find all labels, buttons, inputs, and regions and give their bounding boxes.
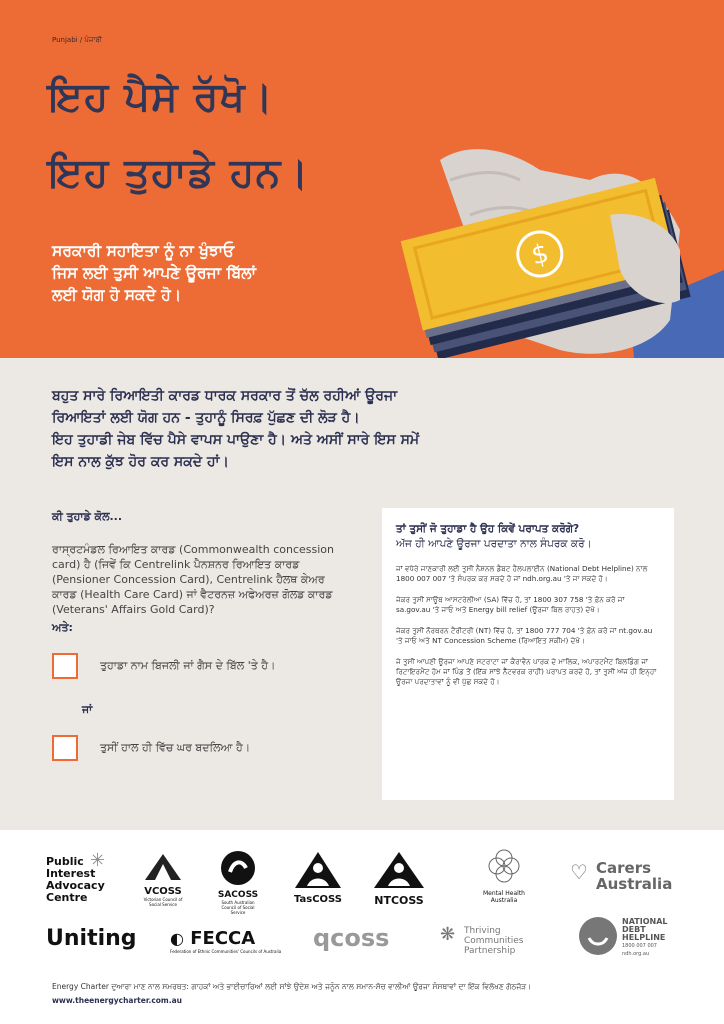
eligibility-section: [52, 510, 352, 761]
fecca-icon: ◐: [170, 929, 184, 948]
checkbox-row: [52, 735, 352, 761]
panel-paragraph: ਜੇ ਤੁਸੀਂ ਆਪਣੀ ਊਰਜਾ ਆਪਣੇ ਸਟਰਾਟਾ ਜਾਂ ਕੈਰਾਵੈਨ ਪਾਰਕ ਦੇ ਮਾਲਿਕ, ਅਪਾਰਟਮੈਂਟ ਬਿਲਡਿੰਗ ਜਾਂ ਰਿਟਾਇਰਮੈਂਟ ਹੋਮ ਜਾਂ ਪਿੰਡ ਤੋਂ (ਇੱਕ ਸਾਂਝੇ ਨੈੱਟਵਰਕ ਰਾਹੀਂ) ਪਰਾਪਤ ਕਰਦੇ ਹੋ, ਤਾਂ ਤੁਸੀਂ ਅੱਜ ਹੀ ਇਨ੍ਹਾਂ ਊਰਜਾ ਪਰਦਾਤਾਵਾਂ ਨੂੰ ਵੀ ਪੁੱਛ ਸਕਦੇ ਹੋ।: [396, 657, 657, 686]
checkbox-label: ਤੁਹਾਡਾ ਨਾਮ ਬਿਜਲੀ ਜਾਂ ਗੈਸ ਦੇ ਬਿੱਲ 'ਤੇ ਹੈ।: [100, 659, 276, 672]
panel-subheading: ਅੱਜ ਹੀ ਆਪਣੇ ਊਰਜਾ ਪਰਦਾਤਾ ਨਾਲ ਸੰਪਰਕ ਕਰੋ।: [396, 538, 592, 550]
uniting-logo: Uniting: [46, 926, 137, 951]
checkbox-bill-name[interactable]: [52, 653, 78, 679]
panel-paragraph: ਜਾਂ ਵਧੇਰੇ ਜਾਣਕਾਰੀ ਲਈ ਤੁਸੀਂ ਨੈਸ਼ਨਲ ਡੈਬਟ ਹੈਲਪਲਾਈਨ (National Debt Helpline) ਨਾਲ 1800 007 007 'ਤੇ ਸੰਪਰਕ ਕਰ ਸਕਦੇ ਹੋ ਜਾਂ ndh.org.au 'ਤੇ ਜਾ ਸਕਦੇ ਹੋ।: [396, 564, 648, 583]
checkbox-moved-house[interactable]: [52, 735, 78, 761]
sacoss-logo: SACOSS South Australian Council of Social Service: [216, 850, 260, 915]
subtitle-line: ਜਿਸ ਲਈ ਤੁਸੀ ਆਪਣੇ ਊਰਜਾ ਬਿੱਲਾਂ: [52, 264, 257, 282]
intro-line: ਬਹੁਤ ਸਾਰੇ ਰਿਆਇਤੀ ਕਾਰਡ ਧਾਰਕ ਸਰਕਾਰ ਤੋਂ ਚੱਲ ਰਹੀਆਂ ਊਰਜਾ: [52, 388, 398, 404]
piac-logo: Public Interest Advocacy Centre: [46, 855, 105, 904]
how-to-claim-panel: [382, 508, 674, 800]
intro-line: ਇਹ ਤੁਹਾਡੀ ਜੇਬ ਵਿੱਚ ਪੈਸੇ ਵਾਪਸ ਪਾਉਣਾ ਹੈ। ਅਤੇ ਅਸੀਂ ਸਾਰੇ ਇਸ ਸਮੇਂ: [52, 432, 420, 448]
intro-text: [52, 385, 612, 473]
panel-heading: ਤਾਂ ਤੁਸੀਂ ਜੋ ਤੁਹਾਡਾ ਹੈ ਉਹ ਕਿਵੇਂ ਪਰਾਪਤ ਕਰੋਗੇ?: [396, 523, 580, 535]
star-icon: ✳: [90, 850, 106, 871]
or-label: ਜਾਂ: [82, 703, 93, 716]
national-debt-helpline-logo: NATIONAL DEBT HELPLINE 1800 007 007 ndh.org.au: [578, 916, 618, 960]
panel-paragraph: ਜੇਕਰ ਤੁਸੀਂ ਸਾਊਥ ਆਸਟਰੇਲੀਆ (SA) ਵਿੱਚ ਹੋ, ਤਾਂ 1800 307 758 'ਤੇ ਫ਼ੋਨ ਕਰੋ ਜਾਂ sa.gov.au 'ਤੇ ਜਾਓ ਅਤੇ Energy bill relief (ਊਰਜਾ ਬਿਲ ਰਾਹਤ) ਦੇਖੋ।: [396, 595, 625, 614]
ntcoss-logo: NTCOSS: [368, 850, 430, 907]
thriving-icon: ❋: [440, 924, 456, 945]
carers-icon: ♡: [570, 860, 588, 884]
thriving-communities-logo: ❋ Thriving Communities Partnership: [440, 924, 524, 956]
qcoss-logo: qcoss: [313, 924, 390, 952]
page-title-line1: ਇਹ ਪੈਸੇ ਰੱਖੋ।: [48, 74, 274, 120]
svg-text:$: $: [528, 238, 552, 272]
intro-line: ਇਸ ਨਾਲ ਕੁੱਝ ਹੋਰ ਕਰ ਸਕਦੇ ਹਾਂ।: [52, 454, 229, 470]
panel-paragraph: ਜੇਕਰ ਤੁਸੀਂ ਨੌਰਥਰਨ ਟੈਰੀਟਰੀ (NT) ਵਿੱਚ ਹੋ, ਤਾਂ 1800 777 704 'ਤੇ ਫ਼ੋਨ ਕਰੋ ਜਾਂ nt.gov.au 'ਤੇ ਜਾਓ ਅਤੇ NT Concession Scheme (ਰਿਆਇਤ ਸਕੀਮ) ਦੇਖੋ।: [396, 626, 653, 645]
vcoss-logo: VCOSS Victorian Council of Social Service: [138, 852, 188, 907]
checkbox-row: [52, 653, 352, 679]
intro-line: ਰਿਆਇਤਾਂ ਲਈ ਯੋਗ ਹਨ - ਤੁਹਾਨੂੰ ਸਿਰਫ਼ ਪੁੱਛਣ ਦੀ ਲੋੜ ਹੈ।: [52, 410, 360, 426]
carers-australia-logo: ♡ Carers Australia: [570, 859, 673, 893]
tascoss-logo: TasCOSS: [290, 850, 346, 905]
language-label: Punjabi / ਪੰਜਾਬੀ: [52, 36, 102, 44]
mental-health-australia-logo: Mental Health Australia: [474, 846, 534, 904]
eligibility-heading: ਕੀ ਤੁਹਾਡੇ ਕੋਲ...: [52, 510, 123, 523]
subtitle-line: ਲਈ ਯੋਗ ਹੋ ਸਕਦੇ ਹੋ।: [52, 286, 182, 304]
checkbox-label: ਤੁਸੀਂ ਹਾਲ ਹੀ ਵਿੱਚ ਘਰ ਬਦਲਿਆ ਹੈ।: [100, 741, 251, 754]
partner-logos: [0, 830, 724, 970]
footer-statement: Energy Charter ਦੁਆਰਾ ਮਾਣ ਨਾਲ ਸਮਰਥਤ: ਗਾਹਕਾਂ ਅਤੇ ਭਾਈਚਾਰਿਆਂ ਲਈ ਸਾਂਝੇ ਉਦੇਸ਼ ਅਤੇ ਜਨੂੰਨ ਨਾਲ ਸਮਾਨ-ਸੋਚ ਵਾਲੀਆਂ ਊਰਜਾ ਸੰਸਥਾਵਾਂ ਦਾ ਇੱਕ ਵਿਲੱਖਣ ਗੱਠਜੋੜ।: [52, 982, 532, 991]
page-title-line2: ਇਹ ਤੁਹਾਡੇ ਹਨ।: [48, 150, 310, 196]
fecca-logo: ◐ FECCA Federation of Ethnic Communities' Councils of Australia: [170, 928, 282, 954]
subtitle: [52, 240, 372, 306]
footer-url[interactable]: www.theenergycharter.com.au: [52, 996, 182, 1005]
subtitle-line: ਸਰਕਾਰੀ ਸਹਾਇਤਾ ਨੂੰ ਨਾ ਖੁੰਝਾਓ: [52, 242, 235, 260]
concession-cards-text: ਰਾਸ੍ਰਟਮੰਡਲ ਰਿਆਇਤ ਕਾਰਡ (Commonwealth concession card) ਹੈ (ਜਿਵੇਂ ਕਿ Centrelink ਪੈਨਸ਼ਨਰ ਰਿਆਇਤ ਕਾਰਡ (Pensioner Concession Card), Centrelink ਹੈਲਥ ਕੇਅਰ ਕਾਰਡ (Health Care Card) ਜਾਂ ਵੈਟਰਨਜ਼ ਅਫੇਅਰਜ਼ ਗੋਲਡ ਕਾਰਡ (Veterans' Affairs Gold Card)?: [52, 543, 334, 616]
and-label: ਅਤੇ:: [52, 621, 73, 634]
